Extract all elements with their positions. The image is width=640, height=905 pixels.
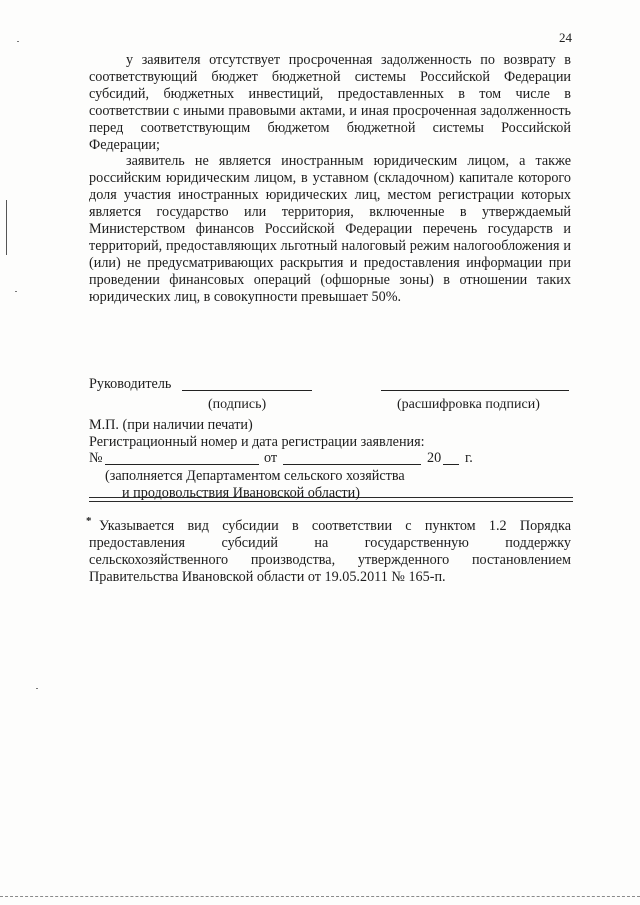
year-suffix: г. bbox=[465, 450, 473, 466]
fill-note-line1: (заполняется Департаментом сельского хозяйства bbox=[105, 468, 405, 484]
signature-line bbox=[182, 390, 312, 391]
decoding-caption: (расшифровка подписи) bbox=[397, 397, 540, 412]
footnote bbox=[86, 515, 571, 586]
scan-speck bbox=[15, 291, 17, 292]
section-divider bbox=[89, 497, 573, 502]
page-number: 24 bbox=[559, 30, 572, 45]
number-line bbox=[105, 464, 259, 465]
scan-margin-mark bbox=[6, 200, 7, 255]
paragraph-not-foreign-entity: заявитель не является иностранным юридическим лицом, а также российским юридическим лицом, в уставном (складочном) капитале которого доля участия иностранных юридических лиц, местом регистрации которых является государство или территория, включенные в утверждаемый Министерством финансов Российской Федерации перечень государств и территорий, предоставляющих льготный налоговый режим налогообложения и (или) не предусматривающих раскрытия и предоставления информации при проведении финансовых операций (офшорные зоны) в отношении таких юридических лиц, в совокупности превышает 50%. bbox=[89, 153, 571, 305]
decoding-line bbox=[381, 390, 569, 391]
registration-row bbox=[89, 450, 509, 470]
scan-speck bbox=[36, 688, 38, 689]
year-prefix: 20 bbox=[427, 450, 442, 466]
date-line bbox=[283, 464, 421, 465]
signature-caption: (подпись) bbox=[208, 397, 267, 412]
seal-note: М.П. (при наличии печати) bbox=[89, 417, 253, 433]
from-label: от bbox=[264, 450, 278, 466]
scan-bottom-edge bbox=[0, 896, 640, 897]
body-text bbox=[89, 52, 571, 306]
fill-note-line2: и продовольствия Ивановской области) bbox=[122, 484, 360, 501]
registration-label: Регистрационный номер и дата регистрации заявления: bbox=[89, 434, 425, 450]
head-label: Руководитель bbox=[89, 376, 172, 392]
footnote-text: Указывается вид субсидии в соответствии с пунктом 1.2 Порядка предоставления субсидий на государственную поддержку сельскохозяйственного производства, утвержденного постановлением Правительства Ивановской области от 19.05.2011 № 165-п. bbox=[89, 518, 571, 585]
paragraph-no-overdue-debt: у заявителя отсутствует просроченная задолженность по возврату в соответствующий бюджет бюджетной системы Российской Федерации субсидий, бюджетных инвестиций, предоставленных в том числе в соответствии с иными правовыми актами, и иная просроченная задолженность перед соответствующим бюджетом бюджетной системы Российской Федерации; bbox=[89, 52, 571, 153]
year-line bbox=[443, 464, 459, 465]
signature-row bbox=[89, 376, 571, 396]
number-sign: № bbox=[89, 450, 103, 466]
footnote-mark: * bbox=[86, 515, 92, 527]
scan-speck bbox=[17, 41, 19, 42]
